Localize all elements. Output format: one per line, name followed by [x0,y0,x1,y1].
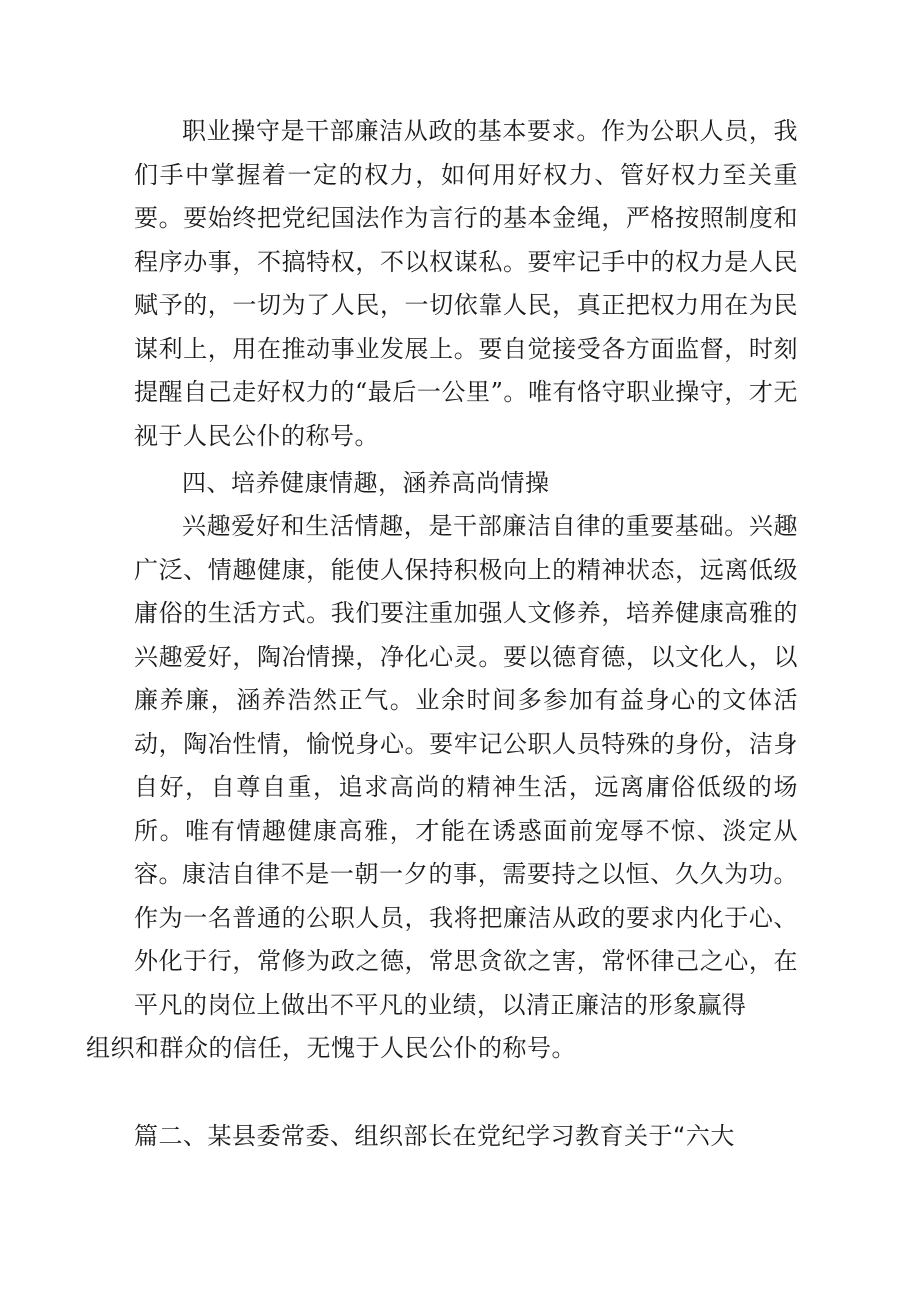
paragraph-conclusion [86,853,798,1071]
section-heading-four: 四、培养健康情趣，涵养高尚情操 [182,469,550,497]
paragraph-professional-ethics: 职业操守是干部廉洁从政的基本要求。作为公职人员，我们手中掌握着一定的权力，如何用好权力、管好权力至关重要。要始终把党纪国法作为言行的基本金绳，严格按照制度和程序办事，不搞特权，不以权谋私。要牢记手中的权力是人民赋予的，一切为了人民，一切依靠人民，真正把权力用在为民谋利上，用在推动事业发展上。要自觉接受各方面监督，时刻提醒自己走好权力的“最后一公里”。唯有恪守职业操守，才无视于人民公仆的称号。 [134,117,798,450]
paragraph-conclusion-main: 康洁自律不是一朝一夕的事，需要持之以恒、久久为功。作为一名普通的公职人员，我将把廉洁从政的要求内化于心、外化于行，常修为政之德，常思贪欲之害，常怀律己之心，在平凡的岗位上做出不平凡的业绩，以清正廉洁的形象赢得 [134,860,798,1019]
paragraph-healthy-interests: 兴趣爱好和生活情趣，是干部廉洁自律的重要基础。兴趣广泛、情趣健康，能使人保持积极向上的精神状态，远离低级庸俗的生活方式。我们要注重加强人文修养，培养健康高雅的兴趣爱好，陶冶情操，净化心灵。要以德育德，以文化人，以廉养廉，涵养浩然正气。业余时间多参加有益身心的文体活动，陶冶性情，愉悦身心。要牢记公职人员特殊的身份，洁身自好，自尊自重，追求高尚的精神生活，远离庸俗低级的场所。唯有情趣健康高雅，才能在诱惑面前宠辱不惊、淡定从容。 [134,512,798,888]
paragraph-conclusion-last-line: 组织和群众的信任，无愧于人民公仆的称号。 [86,1034,576,1062]
next-article-title: 篇二、某县委常委、组织部长在党纪学习教育关于“六大 [134,1122,735,1150]
